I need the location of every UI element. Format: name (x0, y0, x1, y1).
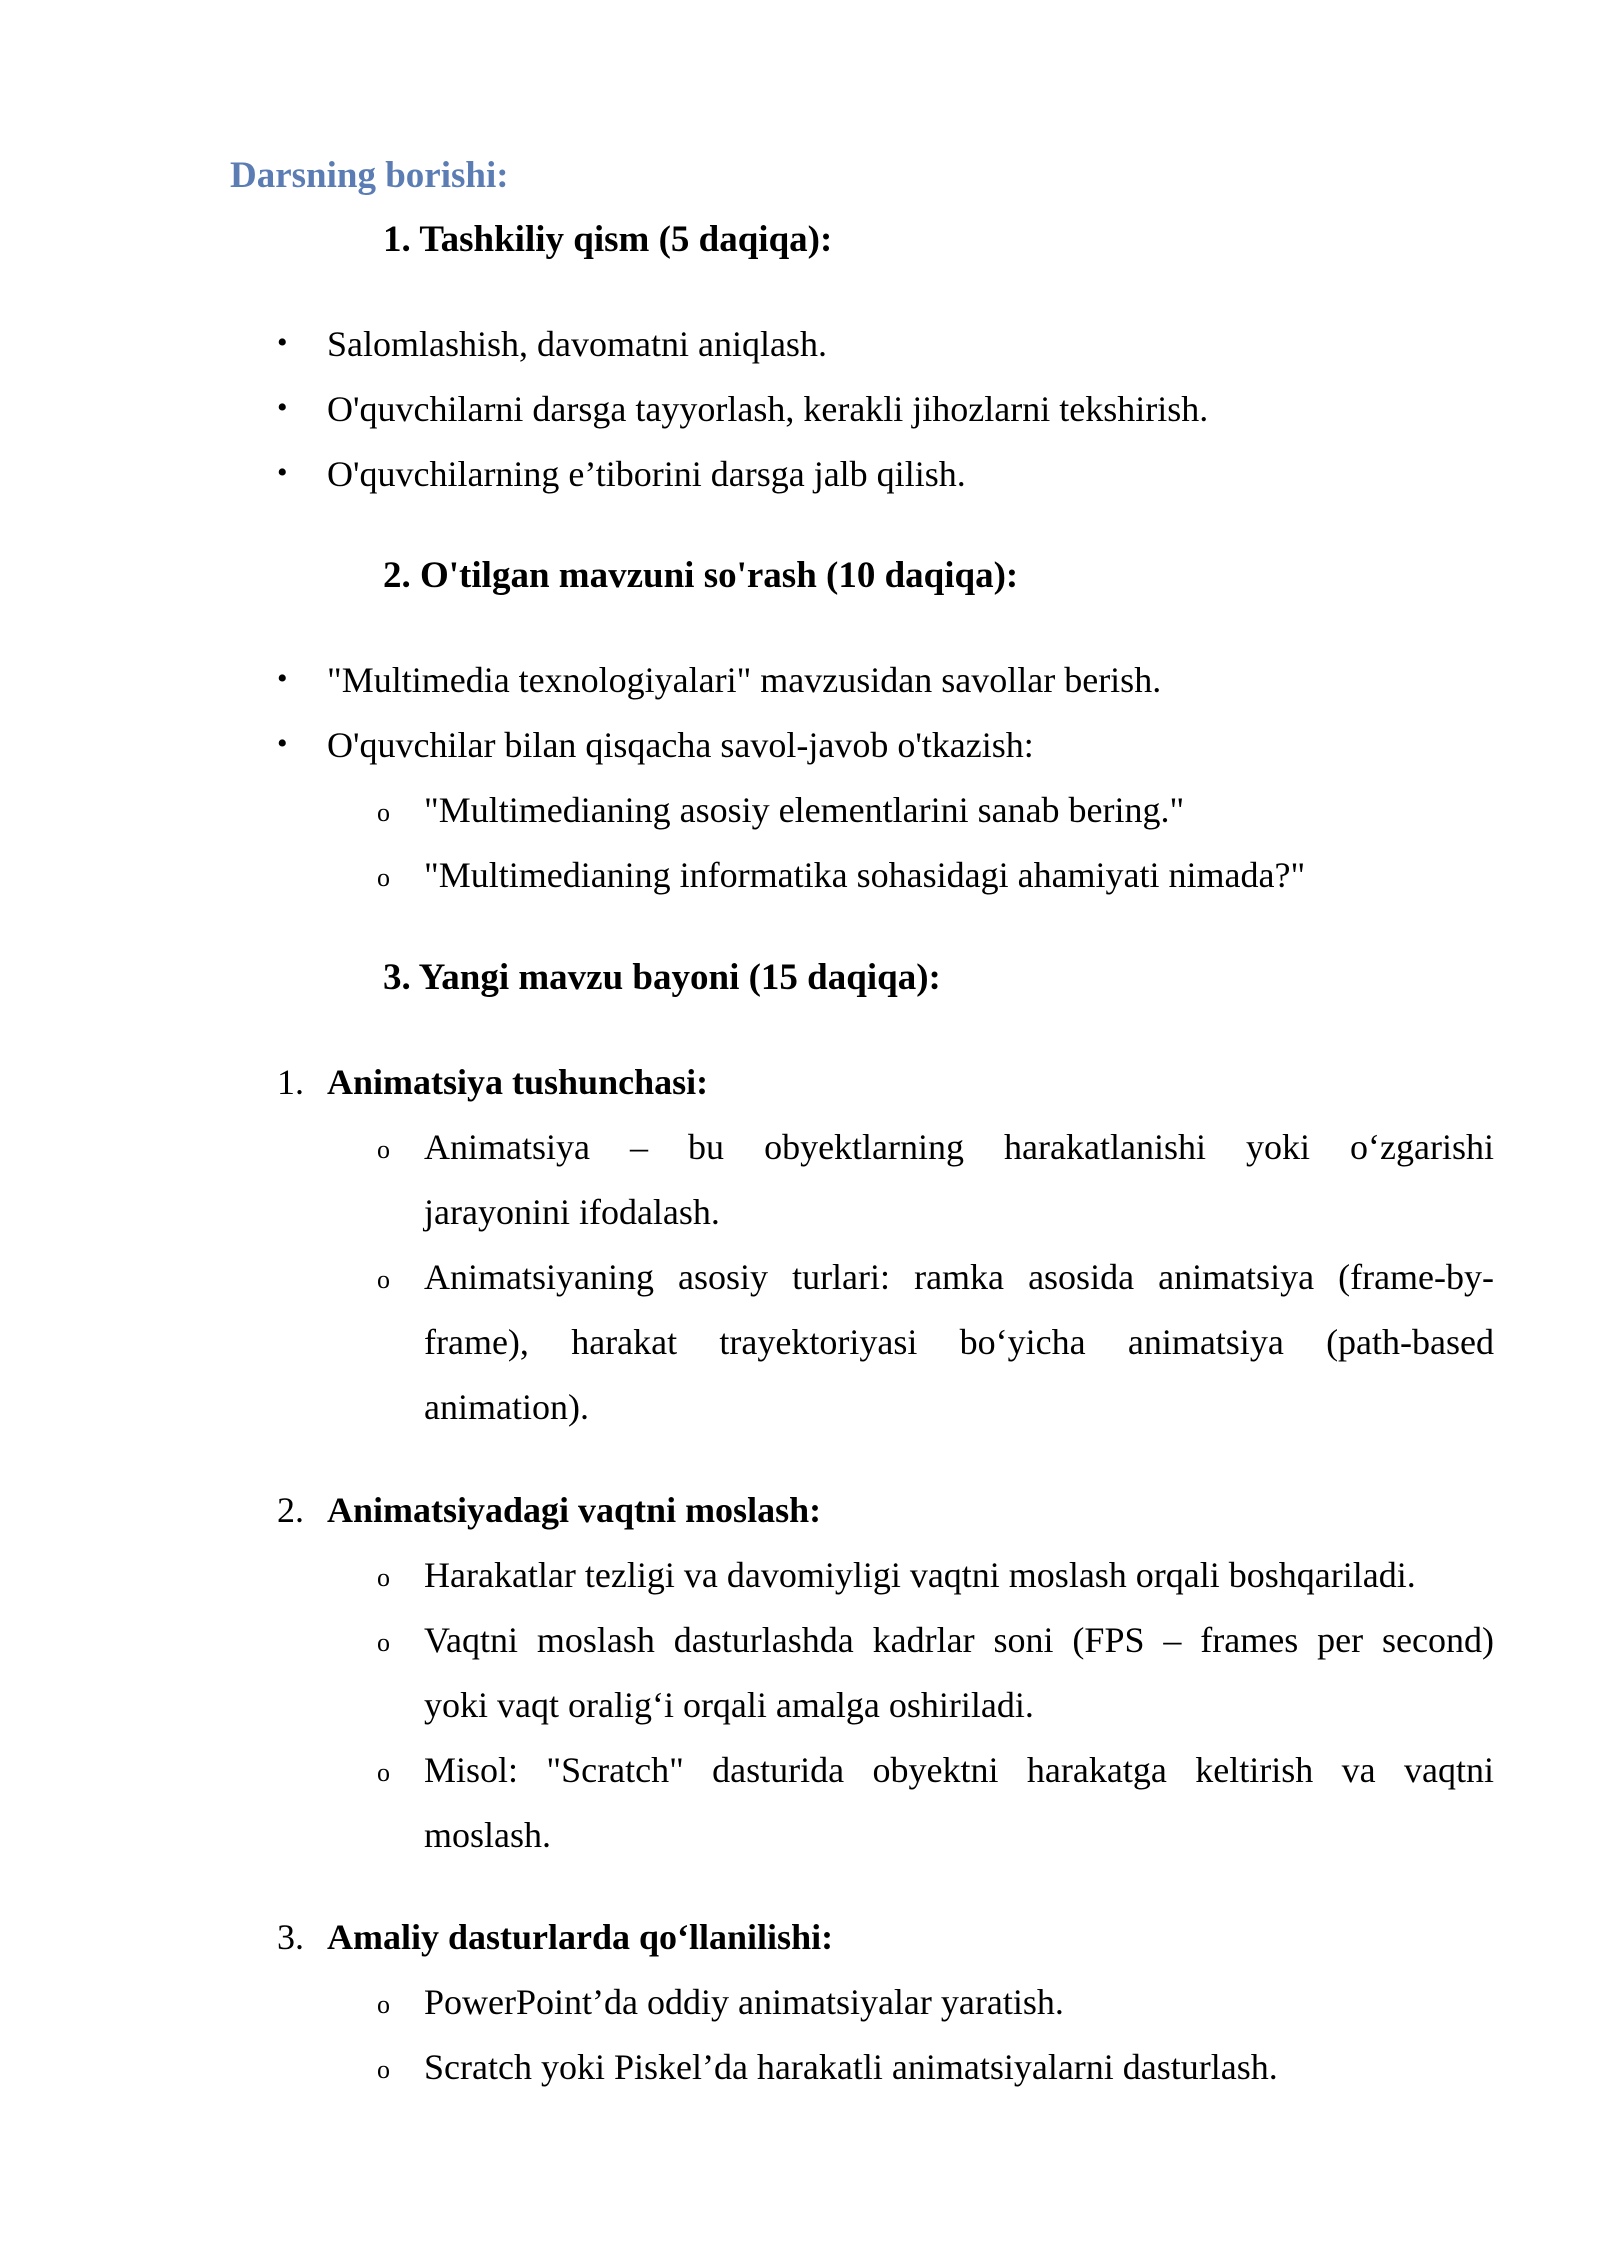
sub-list-item-line: Animatsiya – bu obyektlarning harakatlanishi yoki o‘zgarishi (424, 1127, 1494, 1167)
sub-list-item-line: Vaqtni moslash dasturlashda kadrlar soni (FPS – frames per second) (424, 1620, 1494, 1660)
sub-list-item-line: Scratch yoki Piskel’da harakatli animatsiyalarni dasturlash. (424, 2047, 1278, 2087)
list-item: O'quvchilar bilan qisqacha savol-javob o'tkazish: (327, 725, 1034, 765)
sub-list-item-line: animation). (424, 1387, 589, 1427)
bullet-icon: • (277, 662, 288, 695)
topic-title: Animatsiyadagi vaqtni moslash: (327, 1490, 822, 1530)
section-heading-organizational: 1. Tashkiliy qism (5 daqiqa): (383, 219, 833, 260)
sub-list-item-line: PowerPoint’da oddiy animatsiyalar yaratish. (424, 1982, 1064, 2022)
sub-list-item-line: yoki vaqt oralig‘i orqali amalga oshiriladi. (424, 1685, 1034, 1725)
lesson-flow-title: Darsning borishi: (230, 155, 509, 196)
sub-list-item-line: jarayonini ifodalash. (424, 1192, 720, 1232)
circle-bullet-icon: o (377, 798, 390, 827)
section-heading-review: 2. O'tilgan mavzuni so'rash (10 daqiqa): (383, 555, 1019, 596)
topic-number: 3. (277, 1917, 304, 1957)
topic-title: Amaliy dasturlarda qo‘llanilishi: (327, 1917, 834, 1957)
circle-bullet-icon: o (377, 1758, 390, 1787)
list-item: O'quvchilarni darsga tayyorlash, kerakli jihozlarni tekshirish. (327, 389, 1209, 429)
sub-list-item-line: Animatsiyaning asosiy turlari: ramka asosida animatsiya (frame-by- (424, 1257, 1494, 1297)
list-item: O'quvchilarning e’tiborini darsga jalb qilish. (327, 454, 966, 494)
circle-bullet-icon: o (377, 1135, 390, 1164)
bullet-icon: • (277, 391, 288, 424)
sub-list-item-line: frame), harakat trayektoriyasi bo‘yicha animatsiya (path-based (424, 1322, 1494, 1362)
sub-list-item-line: moslash. (424, 1815, 552, 1855)
sub-list-item: "Multimedianing informatika sohasidagi ahamiyati nimada?" (424, 855, 1306, 895)
circle-bullet-icon: o (377, 2055, 390, 2084)
circle-bullet-icon: o (377, 1563, 390, 1592)
section-heading-new-topic: 3. Yangi mavzu bayoni (15 daqiqa): (383, 957, 941, 998)
topic-title: Animatsiya tushunchasi: (327, 1062, 709, 1102)
sub-list-item-line: Misol: "Scratch" dasturida obyektni harakatga keltirish va vaqtni (424, 1750, 1494, 1790)
topic-number: 2. (277, 1490, 304, 1530)
sub-list-item: "Multimedianing asosiy elementlarini sanab bering." (424, 790, 1185, 830)
bullet-icon: • (277, 727, 288, 760)
circle-bullet-icon: o (377, 1265, 390, 1294)
list-item: Salomlashish, davomatni aniqlash. (327, 324, 827, 364)
circle-bullet-icon: o (377, 1628, 390, 1657)
sub-list-item-line: Harakatlar tezligi va davomiyligi vaqtni moslash orqali boshqariladi. (424, 1555, 1416, 1595)
list-item: "Multimedia texnologiyalari" mavzusidan savollar berish. (327, 660, 1162, 700)
circle-bullet-icon: o (377, 1990, 390, 2019)
circle-bullet-icon: o (377, 863, 390, 892)
bullet-icon: • (277, 326, 288, 359)
bullet-icon: • (277, 456, 288, 489)
topic-number: 1. (277, 1062, 304, 1102)
